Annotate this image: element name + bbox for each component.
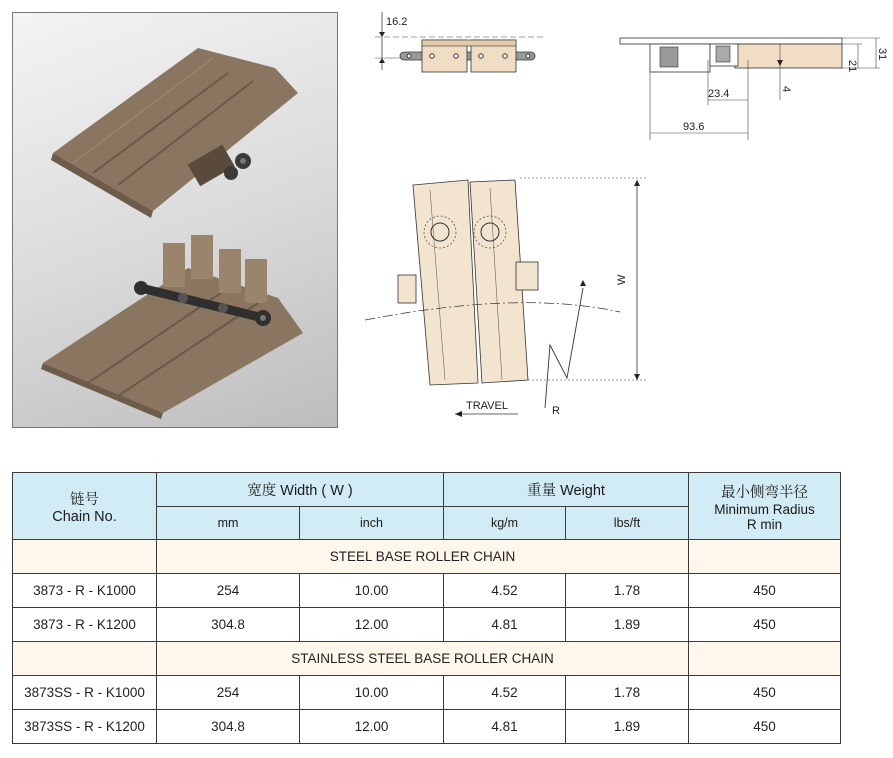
mm-cell: 304.8 — [157, 608, 300, 642]
inch-cell: 12.00 — [300, 710, 444, 744]
section-blank — [689, 540, 841, 574]
dim-4: 4 — [780, 86, 792, 93]
lbsft-cell: 1.89 — [566, 608, 689, 642]
chain-cell: 3873SS - R - K1000 — [13, 676, 157, 710]
unit-lbsft: lbs/ft — [566, 507, 689, 540]
chain-cell: 3873 - R - K1000 — [13, 574, 157, 608]
table-row — [13, 574, 841, 608]
dim-21: 21 — [846, 60, 858, 73]
label-travel: TRAVEL — [466, 400, 508, 412]
table-row — [13, 608, 841, 642]
dim-93-6: 93.6 — [683, 121, 705, 133]
chain-no-cn: 链号 — [70, 491, 99, 508]
section-title: STAINLESS STEEL BASE ROLLER CHAIN — [157, 642, 689, 676]
radius-en: Minimum Radius — [714, 501, 815, 517]
spec-table — [12, 472, 841, 744]
kgm-cell: 4.52 — [444, 676, 566, 710]
table-row — [13, 676, 841, 710]
lbsft-cell: 1.78 — [566, 676, 689, 710]
section-blank — [13, 642, 157, 676]
side-view-drawing — [620, 38, 880, 140]
dim-16-2: 16.2 — [386, 16, 408, 28]
rmin-cell: 450 — [689, 676, 841, 710]
radius-header — [689, 473, 841, 540]
kgm-cell: 4.81 — [444, 608, 566, 642]
inch-cell: 10.00 — [300, 676, 444, 710]
section-blank — [13, 540, 157, 574]
inch-cell: 10.00 — [300, 574, 444, 608]
kgm-cell: 4.52 — [444, 574, 566, 608]
rmin-cell: 450 — [689, 608, 841, 642]
lbsft-cell: 1.89 — [566, 710, 689, 744]
section-title: STEEL BASE ROLLER CHAIN — [157, 540, 689, 574]
lbsft-cell: 1.78 — [566, 574, 689, 608]
table-row — [13, 710, 841, 744]
kgm-cell: 4.81 — [444, 710, 566, 744]
label-r: R — [552, 405, 560, 417]
mm-cell: 254 — [157, 676, 300, 710]
unit-kgm: kg/m — [444, 507, 566, 540]
width-header: 宽度 Width ( W ) — [157, 473, 444, 507]
unit-mm: mm — [157, 507, 300, 540]
weight-header: 重量 Weight — [444, 473, 689, 507]
chain-cell: 3873 - R - K1200 — [13, 608, 157, 642]
dim-23-4: 23.4 — [708, 88, 730, 100]
radius-sym: R min — [746, 516, 783, 532]
chain-cell: 3873SS - R - K1200 — [13, 710, 157, 744]
radius-cn: 最小侧弯半径 — [721, 484, 808, 501]
rmin-cell: 450 — [689, 710, 841, 744]
chain-no-header — [13, 473, 157, 540]
chain-no-en: Chain No. — [52, 508, 117, 525]
sideflex-plan-drawing — [365, 178, 648, 417]
section-blank — [689, 642, 841, 676]
rmin-cell: 450 — [689, 574, 841, 608]
inch-cell: 12.00 — [300, 608, 444, 642]
label-w: W — [616, 274, 628, 285]
mm-cell: 254 — [157, 574, 300, 608]
mm-cell: 304.8 — [157, 710, 300, 744]
dim-31: 31 — [876, 48, 888, 61]
unit-inch: inch — [300, 507, 444, 540]
